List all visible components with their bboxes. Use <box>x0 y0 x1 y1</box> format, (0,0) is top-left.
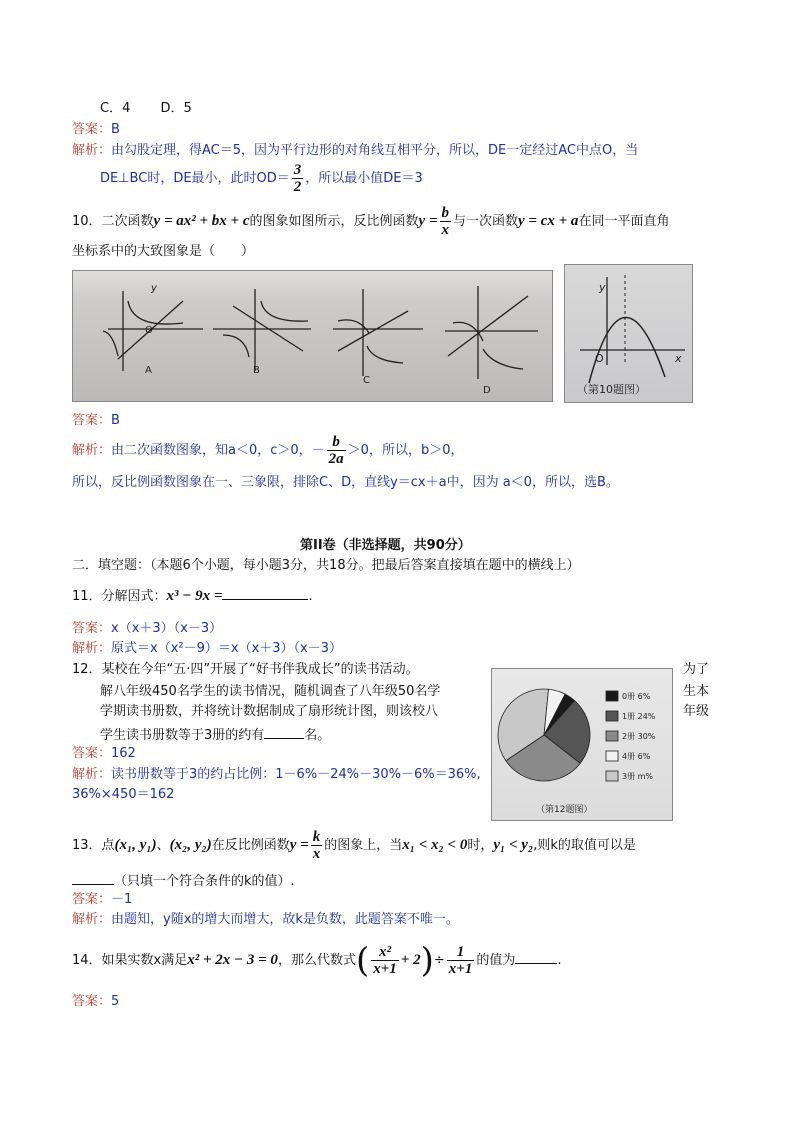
q9-options: C．4 D．5 <box>100 101 192 116</box>
figure-caption: （第12题图） <box>536 805 593 815</box>
answer-blank <box>264 724 304 739</box>
figure-caption: （第10题图） <box>577 383 646 396</box>
section-title: 第II卷（非选择题，共90分） <box>300 538 471 553</box>
svg-text:y: y <box>599 281 606 294</box>
q10-stem-line1: 10．二次函数y = ax² + bx + c的图象如图所示，反比例函数y = $\frac{b}{x}$ 与一次函数y = cx + a在同一平面直角 <box>72 205 670 238</box>
q13-answer: 答案：－1 <box>72 892 133 907</box>
choice-c-graph <box>333 289 423 376</box>
legend-swatch <box>606 691 618 701</box>
q11-stem: 11．分解因式：x³ − 9x = . <box>72 585 313 608</box>
q12-line1-right: 为了 <box>683 662 710 677</box>
parabola-graph <box>565 265 692 402</box>
legend-swatch <box>606 711 618 721</box>
q14-answer: 答案：5 <box>72 994 120 1009</box>
q11-analysis: 解析：原式＝x（x²－9）＝x（x＋3）（x－3） <box>72 641 343 656</box>
fraction: $\frac{b}{2a}$ <box>328 434 344 467</box>
axis-y-label: y <box>151 283 157 294</box>
q9-analysis-line1: 解析：由勾股定理，得AC＝5，因为平行边形的对角线互相平分，所以，DE一定经过AC中点O，当 <box>72 143 639 158</box>
q10-choices-image <box>72 270 553 402</box>
q12-line4: 学生读书册数等于3册的约有 名。 <box>100 724 330 745</box>
q12-line3-right: 年级 <box>683 704 710 719</box>
q10-analysis-line1: 解析：由二次函数图象，知a＜0，c＞0，－ $\frac{b}{2a}$ ＞0，所以，b＞0， <box>72 434 464 467</box>
legend-label: 4册 6% <box>622 752 651 761</box>
q12-analysis-line1: 解析：读书册数等于3的约占比例：1－6%－24%－30%－6%＝36%, <box>72 767 481 782</box>
choice-d-label: D <box>483 385 491 396</box>
analysis-label: 解析： <box>72 143 112 158</box>
choice-a-label: A <box>145 365 152 376</box>
legend-label: 1册 24% <box>622 712 656 721</box>
answer-value: B <box>111 122 120 137</box>
q10-choice-graphs <box>73 271 552 401</box>
answer-blank <box>515 949 557 964</box>
answer-label: 答案： <box>72 122 112 137</box>
q10-analysis-line2: 所以，反比例函数图象在一、三象限，排除C、D，直线y＝cx＋a中，因为 a＜0，所以，选B。 <box>72 475 619 490</box>
fraction: $\frac{1}{x+1}$ <box>448 944 473 977</box>
q13-stem-line1: 13．点(x₁, y₁)、(x₂, y₂)在反比例函数y = $\frac{k}{x}$ 的图象上，当x₁ < x₂ < 0时，y₁ < y₂,则k的取值可以是 <box>72 829 636 862</box>
fraction: $\frac{3}{2}$ <box>293 162 302 195</box>
q13-analysis: 解析：由题知，y随x的增大而增大，故k是负数，此题答案不唯一。 <box>72 912 459 927</box>
choice-d-graph <box>445 286 538 379</box>
pie-chart <box>492 669 672 820</box>
q12-line2-right: 生本 <box>683 684 710 699</box>
q9-analysis-line2: DE⊥BC时，DE最小，此时OD＝ $\frac{3}{2}$ ，所以最小值DE＝3 <box>100 162 423 195</box>
q10-stem-line2: 坐标系中的大致图象是（ ） <box>72 244 255 259</box>
choice-c-label: C <box>363 375 370 386</box>
q12-line1: 12．某校在今年“五·四”开展了“好书伴我成长”的读书活动。 <box>72 662 419 677</box>
legend-label: 2册 30% <box>622 732 656 741</box>
svg-text:O: O <box>595 352 604 365</box>
q12-line2: 解八年级450名学生的读书情况，随机调查了八年级50名学 <box>100 684 441 699</box>
legend-swatch <box>606 751 618 761</box>
q12-line3: 学期读书册数，并将统计数据制成了扇形统计图，则该校八 <box>100 704 439 719</box>
q10-answer: 答案：B <box>72 413 120 428</box>
answer-blank <box>222 585 308 600</box>
q13-stem-line2: （只填一个符合条件的k的值）. <box>72 870 295 891</box>
svg-text:x: x <box>675 352 682 365</box>
q12-answer: 答案：162 <box>72 746 136 761</box>
q10-parabola-image <box>564 264 693 403</box>
q12-analysis-line2: 36%×450＝162 <box>72 787 175 802</box>
legend-label: 3册 m% <box>622 772 654 781</box>
legend-swatch <box>606 731 618 741</box>
choice-a-graph <box>103 291 203 371</box>
fraction: $\frac{b}{x}$ <box>441 205 449 238</box>
legend-swatch <box>606 771 618 781</box>
choice-b-graph <box>213 289 311 371</box>
fraction: $\frac{\text{x²}}{x+1}$ <box>373 944 397 977</box>
svg-text:O: O <box>145 325 153 336</box>
answer-blank <box>72 870 114 885</box>
q14-stem: 14．如果实数x满足x² + 2x − 3 = 0，那么代数式( $\frac{\text{x²}}{x+1}$ + 2)÷ $\frac{1}{x+1}$ 的值为 . <box>72 940 562 981</box>
section-instruction: 二．填空题：（本题6个小题，每小题3分，共18分。把最后答案直接填在题中的横线上） <box>72 558 580 573</box>
choice-b-label: B <box>253 365 260 376</box>
legend-label: 0册 6% <box>622 692 651 701</box>
q12-pie-chart-image <box>491 668 673 821</box>
q11-answer: 答案：x（x＋3）（x－3） <box>72 621 223 636</box>
q9-answer <box>72 121 120 139</box>
fraction: $\frac{k}{x}$ <box>312 829 321 862</box>
